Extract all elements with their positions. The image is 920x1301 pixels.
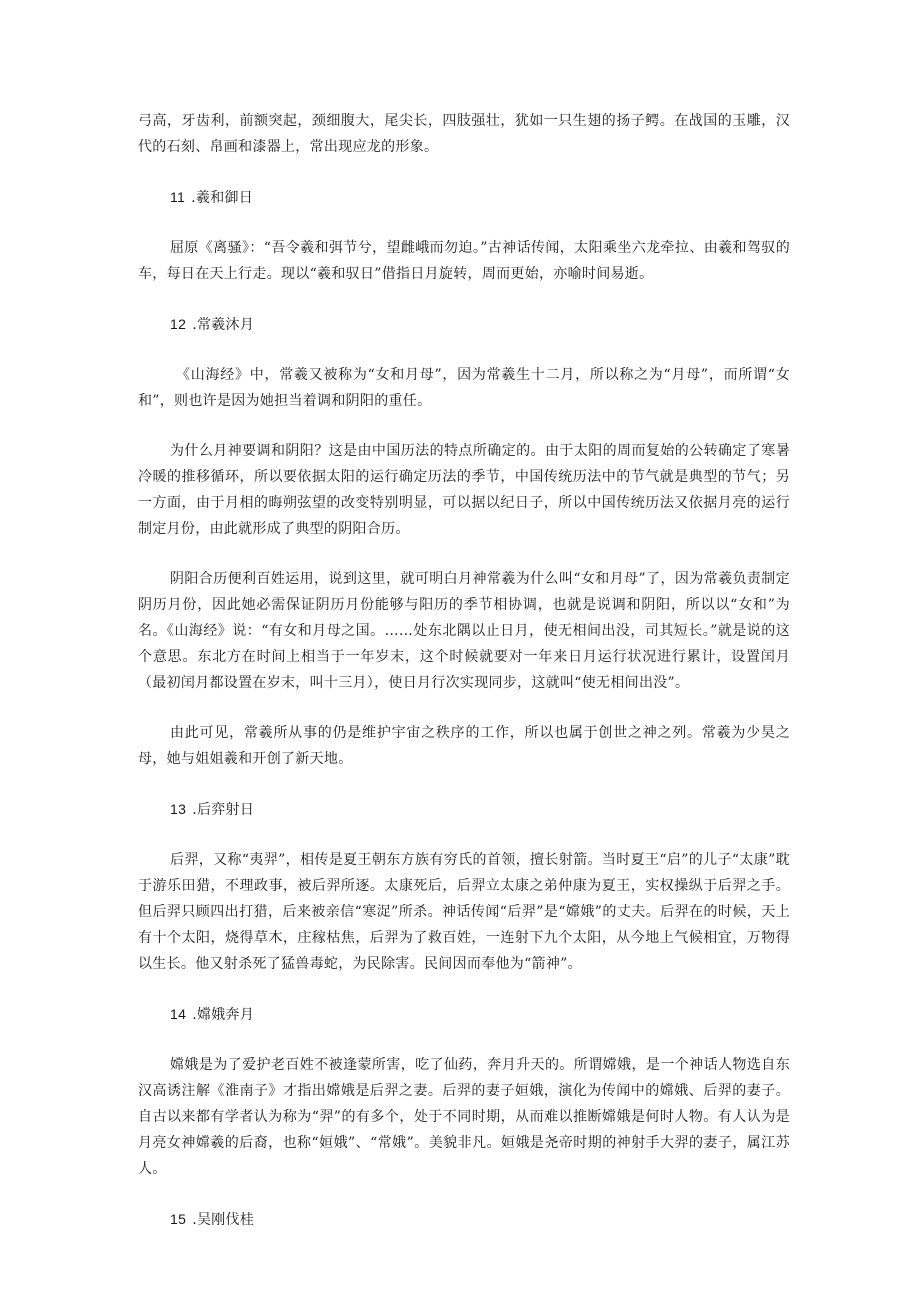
paragraph-change: 嫦娥是为了爱护老百姓不被逢蒙所害，吃了仙药，奔月升天的。所谓嫦娥，是一个神话人物选自东汉高诱注解《淮南子》才指出嫦娥是后羿之妻。后羿的妻子姮娥，演化为传闻中的嫦娥、后羿的妻子。自古以来都有学者认为称为“羿”的有多个，处于不同时期，从而难以推断嫦娥是何时人物。有人认为是月亮女神嫦羲的后裔，也称“姮娥”、“常娥”。美貌非凡。姮娥是尧帝时期的神射手大羿的妻子，属江苏人。 [138,1057,790,1177]
section-title: .常羲沐月 [192,317,255,333]
paragraph-changxi-3: 阴阳合历便利百姓运用，说到这里，就可明白月神常羲为什么叫“女和月母”了，因为常羲负责制定阴历月份，因此她必需保证阴历月份能够与阳历的季节相协调，也就是说调和阴阳，所以以“女和”为名。《山海经》说：“有女和月母之国。……处东北隅以止日月，使无相间出没，司其短长。”就是说的这个意思。东北方在时间上相当于一年岁末，这个时候就要对一年来日月运行状况进行累计，设置闰月（最初闰月都设置在岁末，叫十三月），使日月行次实现同步，这就叫“使无相间出没”。 [138,571,790,691]
section-number: 14 [170,1006,187,1022]
section-title: .后弈射日 [192,802,255,818]
section-heading-15 [170,1206,790,1233]
section-heading-13 [170,796,790,823]
section-number: 12 [170,316,187,332]
paragraph-changxi-4: 由此可见，常羲所从事的仍是维护宇宙之秩序的工作，所以也属于创世之神之列。常羲为少昊之母，她与姐姐羲和开创了新天地。 [138,725,790,767]
section-heading-14 [170,1001,790,1028]
paragraph-yinglong-end: 弓高，牙齿利，前额突起，颈细腹大，尾尖长，四肢强壮，犹如一只生翅的扬子鳄。在战国的玉雕，汉代的石刻、帛画和漆器上，常出现应龙的形象。 [138,113,790,155]
document-page [138,108,790,1257]
paragraph-changxi-2: 为什么月神要调和阴阳？这是由中国历法的特点所确定的。由于太阳的周而复始的公转确定了寒暑冷暖的推移循环，所以要依据太阳的运行确定历法的季节，中国传统历法中的节气就是典型的节气；另一方面，由于月相的晦朔弦望的改变特别明显，可以据以纪日子，所以中国传统历法又依据月亮的运行制定月份，由此就形成了典型的阴阳合历。 [138,443,790,537]
paragraph-houyi: 后羿，又称“夷羿”，相传是夏王朝东方族有穷氏的首领，擅长射箭。当时夏王“启”的儿子“太康”耽于游乐田猎，不理政事，被后羿所逐。太康死后，后羿立太康之弟仲康为夏王，实权操纵于后羿之手。但后羿只顾四出打猎，后来被亲信“寒浞”所杀。神话传闻“后羿”是“嫦娥”的丈夫。后羿在的时候，天上有十个太阳，烧得草木，庄稼枯焦，后羿为了救百姓，一连射下九个太阳，从今地上气候相宜，万物得以生长。他又射杀死了猛兽毒蛇，为民除害。民间因而奉他为“箭神”。 [138,852,790,972]
section-number: 15 [170,1211,187,1227]
section-number: 11 [170,189,186,205]
paragraph-xihe: 屈原《离骚》：“吾令羲和弭节兮，望雌峨而勿迫。”古神话传闻，太阳乘坐六龙牵拉、由羲和驾驭的车，每日在天上行走。现以“羲和驭日”借指日月旋转，周而更始，亦喻时间易逝。 [138,240,790,282]
section-title: .吴刚伐桂 [192,1212,255,1228]
section-heading-12 [170,311,790,338]
section-number: 13 [170,801,187,817]
paragraph-changxi-1: 《山海经》中，常羲又被称为“女和月母”，因为常羲生十二月，所以称之为“月母”，而所谓“女和”，则也许是因为她担当着调和阴阳的重任。 [138,367,790,409]
section-title: .羲和御日 [191,190,254,206]
section-heading-11 [170,184,790,211]
section-title: .嫦娥奔月 [192,1007,255,1023]
